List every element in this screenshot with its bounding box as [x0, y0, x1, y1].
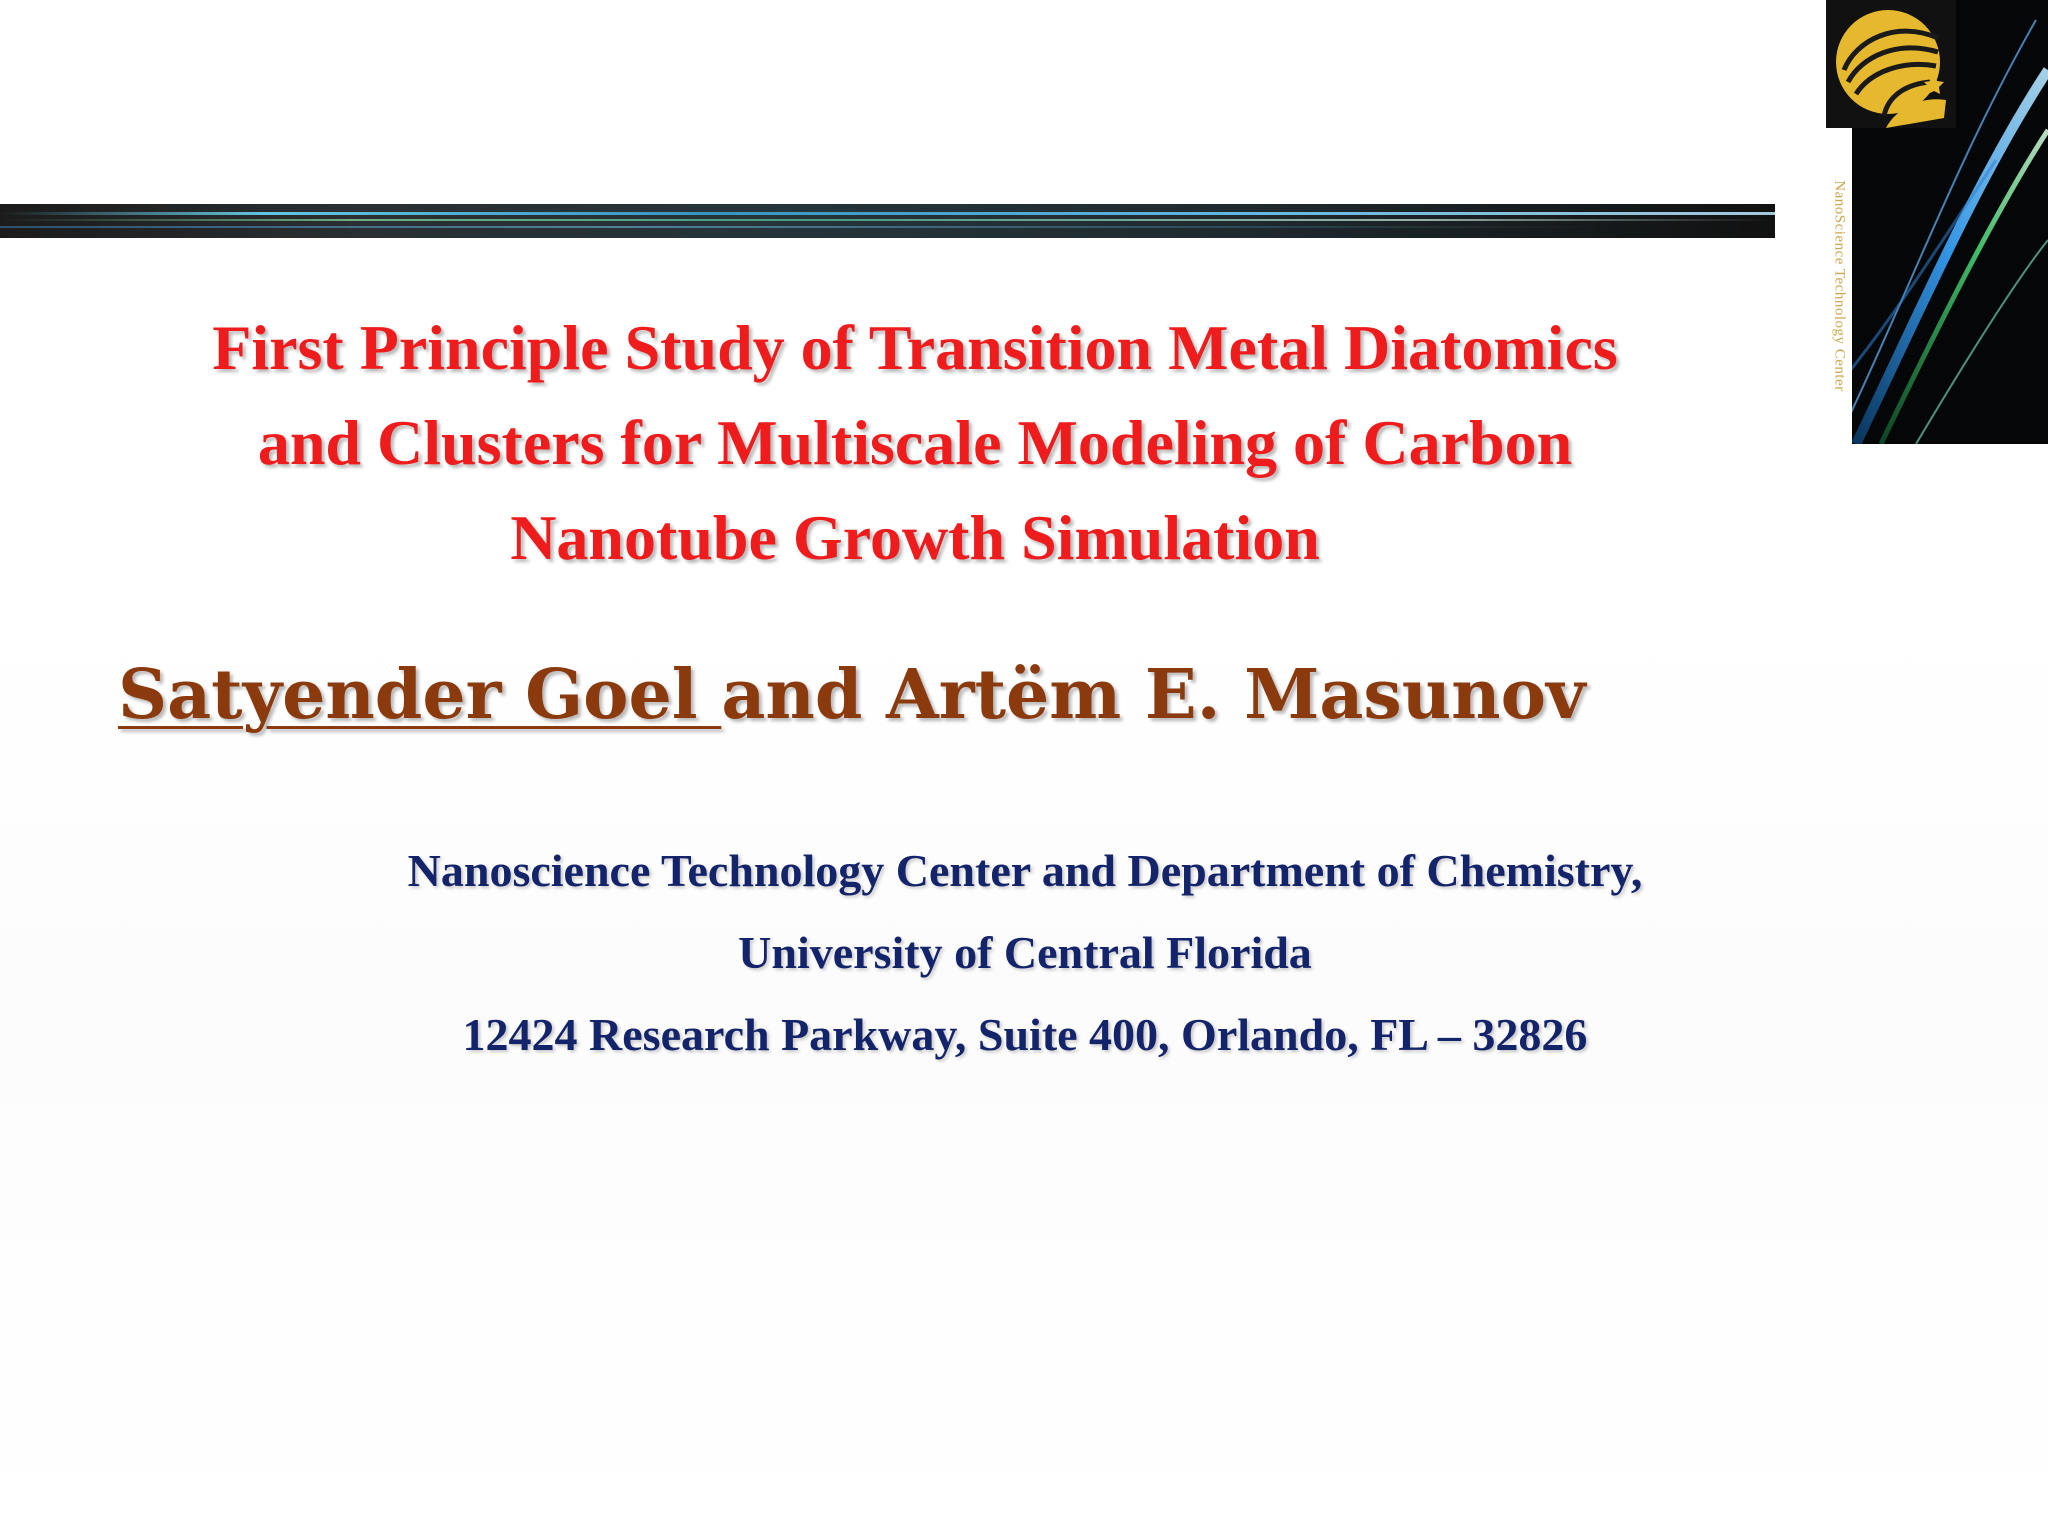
logo-box: [1826, 0, 1956, 128]
affiliation-line: University of Central Florida: [738, 927, 1312, 978]
vertical-caption: [1826, 128, 1852, 444]
pegasus-logo-icon: [1826, 0, 1956, 128]
corner-graphic: [1826, 0, 2048, 444]
coauthor-name: and Artëm E. Masunov: [721, 655, 1586, 735]
affiliation-line: Nanoscience Technology Center and Department of Chemistry,: [407, 845, 1643, 896]
header-light-streak: [0, 219, 1775, 221]
affiliation: [230, 830, 1820, 1076]
authors: [118, 650, 1585, 740]
header-light-streak: [0, 226, 1775, 228]
title-line: Nanotube Growth Simulation: [510, 502, 1320, 573]
presenter-name: Satyender Goel: [118, 655, 722, 735]
affiliation-line: 12424 Research Parkway, Suite 400, Orlando, FL – 32826: [462, 1009, 1588, 1060]
title-line: First Principle Study of Transition Metal Diatomics: [212, 312, 1618, 383]
slide-title: [20, 300, 1810, 585]
title-line: and Clusters for Multiscale Modeling of Carbon: [257, 407, 1573, 478]
vertical-caption-text: NanoScience Technology Center: [1831, 180, 1848, 392]
header-bar: [0, 204, 1775, 238]
header-light-streak: [0, 212, 1775, 215]
